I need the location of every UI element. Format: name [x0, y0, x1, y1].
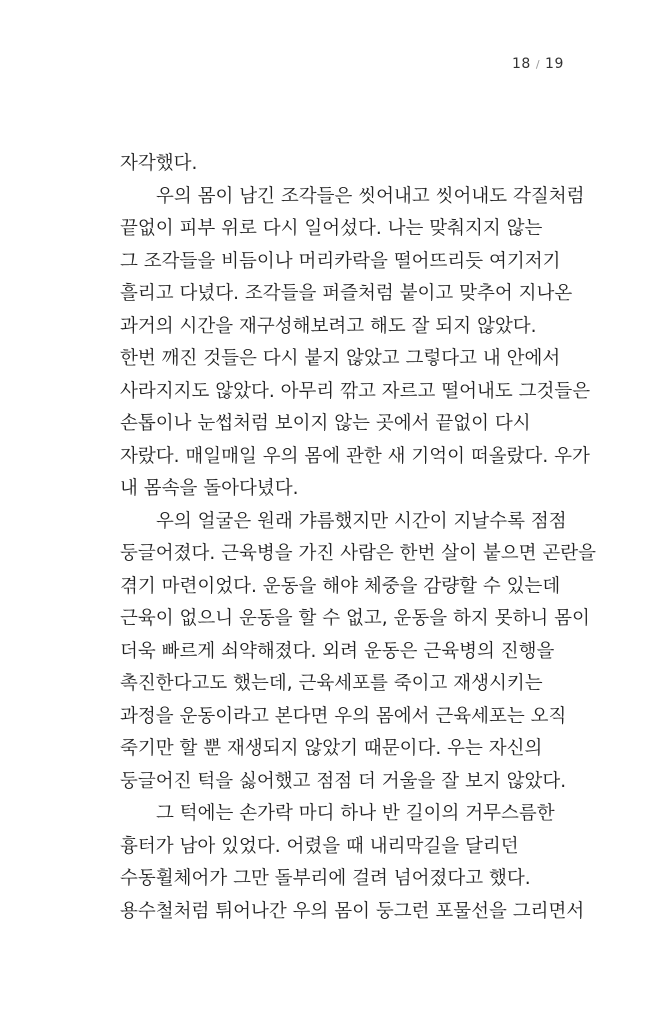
text-line: 자각했다.: [120, 153, 198, 174]
text-line: 과거의 시간을 재구성해보려고 해도 잘 되지 않았다.: [120, 315, 537, 337]
text-line: 손톱이나 눈썹처럼 보이지 않는 곳에서 끝없이 다시: [120, 413, 531, 434]
text-line: 그 턱에는 손가락 마디 하나 반 길이의 거무스름한: [156, 803, 555, 824]
text-line: 우의 얼굴은 원래 갸름했지만 시간이 지날수록 점점: [156, 510, 567, 532]
text-line: 촉진한다고도 했는데, 근육세포를 죽이고 재생시키는: [120, 673, 543, 694]
text-line: 그 조각들을 비듬이나 머리카락을 떨어뜨리듯 여기저기: [120, 250, 561, 272]
text-line: 둥글어졌다. 근육병을 가진 사람은 한번 살이 붙으면 곤란을: [120, 543, 596, 564]
current-page: 18: [512, 56, 531, 72]
text-line: 근육이 없으니 운동을 할 수 없고, 운동을 하지 못하니 몸이: [120, 608, 590, 629]
text-line: 흉터가 남아 있었다. 어렸을 때 내리막길을 달리던: [120, 835, 519, 857]
total-pages: 19: [545, 56, 564, 72]
text-line: 흘리고 다녔다. 조각들을 퍼즐처럼 붙이고 맞추어 지나온: [120, 283, 573, 304]
text-line: 한번 깨진 것들은 다시 붙지 않았고 그렇다고 내 안에서: [120, 348, 561, 369]
text-line: 더욱 빠르게 쇠약해졌다. 외려 운동은 근육병의 진행을: [120, 640, 555, 662]
text-line: 내 몸속을 돌아다녔다.: [120, 478, 299, 499]
text-line: 수동휠체어가 그만 돌부리에 걸려 넘어졌다고 했다.: [120, 868, 531, 889]
text-line: 둥글어진 턱을 싫어했고 점점 더 거울을 잘 보지 않았다.: [120, 770, 567, 792]
text-line: 자랐다. 매일매일 우의 몸에 관한 새 기억이 떠올랐다. 우가: [120, 445, 590, 467]
text-line: 과정을 운동이라고 본다면 우의 몸에서 근육세포는 오직: [120, 705, 567, 727]
page-separator: /: [535, 58, 541, 71]
text-line: 겪기 마련이었다. 운동을 해야 체중을 감량할 수 있는데: [120, 575, 561, 597]
page-indicator: [512, 56, 564, 72]
body-text: [120, 148, 596, 928]
text-line: 죽기만 할 뿐 재생되지 않았기 때문이다. 우는 자신의: [120, 738, 543, 759]
text-line: 용수철처럼 튀어나간 우의 몸이 둥그런 포물선을 그리면서: [120, 900, 585, 922]
text-line: 우의 몸이 남긴 조각들은 씻어내고 씻어내도 각질처럼: [156, 185, 585, 207]
text-line: 끝없이 피부 위로 다시 일어섰다. 나는 맞춰지지 않는: [120, 218, 543, 239]
text-line: 사라지지도 않았다. 아무리 깎고 자르고 떨어내도 그것들은: [120, 380, 591, 402]
